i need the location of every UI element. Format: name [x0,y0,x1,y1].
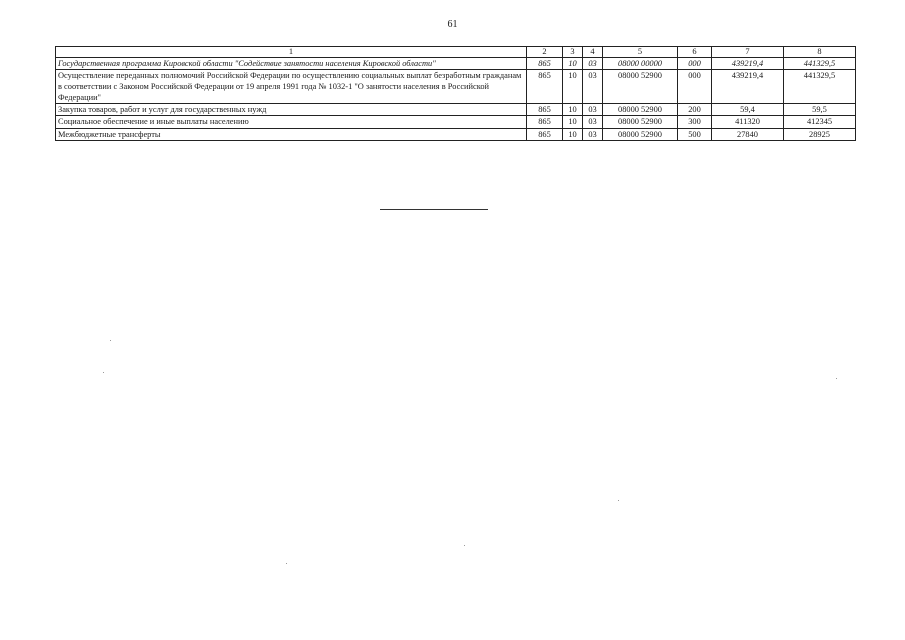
row-name-cell: Социальное обеспечение и иные выплаты населению [56,116,527,128]
column-header: 5 [603,47,678,58]
closing-rule [380,209,488,210]
row-value-cell: 300 [678,116,712,128]
scan-speck [286,563,287,564]
row-value-cell: 865 [527,128,563,140]
table-body [56,58,856,141]
scan-speck [464,545,465,546]
scan-speck [110,340,111,341]
column-header: 7 [712,47,784,58]
row-value-cell: 28925 [784,128,856,140]
row-value-cell: 865 [527,70,563,104]
row-value-cell: 59,5 [784,104,856,116]
row-value-cell: 10 [563,58,583,70]
row-value-cell: 08000 52900 [603,116,678,128]
row-value-cell: 10 [563,128,583,140]
row-value-cell: 08000 52900 [603,128,678,140]
table-header-row [56,47,856,58]
row-name-cell: Межбюджетные трансферты [56,128,527,140]
page-number: 61 [447,19,458,30]
column-header: 1 [56,47,527,58]
row-value-cell: 865 [527,104,563,116]
row-value-cell: 439219,4 [712,58,784,70]
table-row [56,116,856,128]
row-value-cell: 865 [527,58,563,70]
row-value-cell: 412345 [784,116,856,128]
row-value-cell: 439219,4 [712,70,784,104]
row-value-cell: 865 [527,116,563,128]
column-header: 3 [563,47,583,58]
row-value-cell: 500 [678,128,712,140]
row-value-cell: 03 [583,104,603,116]
column-header: 6 [678,47,712,58]
row-value-cell: 03 [583,58,603,70]
row-value-cell: 10 [563,116,583,128]
scan-speck [618,500,619,501]
row-value-cell: 441329,5 [784,70,856,104]
table-row [56,128,856,140]
row-value-cell: 08000 52900 [603,70,678,104]
row-value-cell: 200 [678,104,712,116]
row-value-cell: 000 [678,70,712,104]
scan-speck [836,378,837,379]
row-value-cell: 59,4 [712,104,784,116]
row-value-cell: 441329,5 [784,58,856,70]
table-row [56,58,856,70]
row-value-cell: 08000 00000 [603,58,678,70]
row-value-cell: 03 [583,116,603,128]
budget-table [55,46,856,141]
row-name-cell: Государственная программа Кировской области "Содействие занятости населения Кировской области" [56,58,527,70]
row-value-cell: 10 [563,70,583,104]
column-header: 8 [784,47,856,58]
column-header: 4 [583,47,603,58]
row-value-cell: 411320 [712,116,784,128]
row-value-cell: 08000 52900 [603,104,678,116]
column-header: 2 [527,47,563,58]
row-value-cell: 03 [583,70,603,104]
row-value-cell: 10 [563,104,583,116]
row-value-cell: 27840 [712,128,784,140]
row-value-cell: 03 [583,128,603,140]
scan-speck [103,372,104,373]
row-name-cell: Осуществление переданных полномочий Российской Федерации по осуществлению социальных выплат безработным гражданам в соответствии с Законом Российской Федерации от 19 апреля 1991 года № 1032-1 "О занятости населения в Российской Федерации" [56,70,527,104]
row-name-cell: Закупка товаров, работ и услуг для государственных нужд [56,104,527,116]
table-row [56,70,856,104]
table-row [56,104,856,116]
row-value-cell: 000 [678,58,712,70]
